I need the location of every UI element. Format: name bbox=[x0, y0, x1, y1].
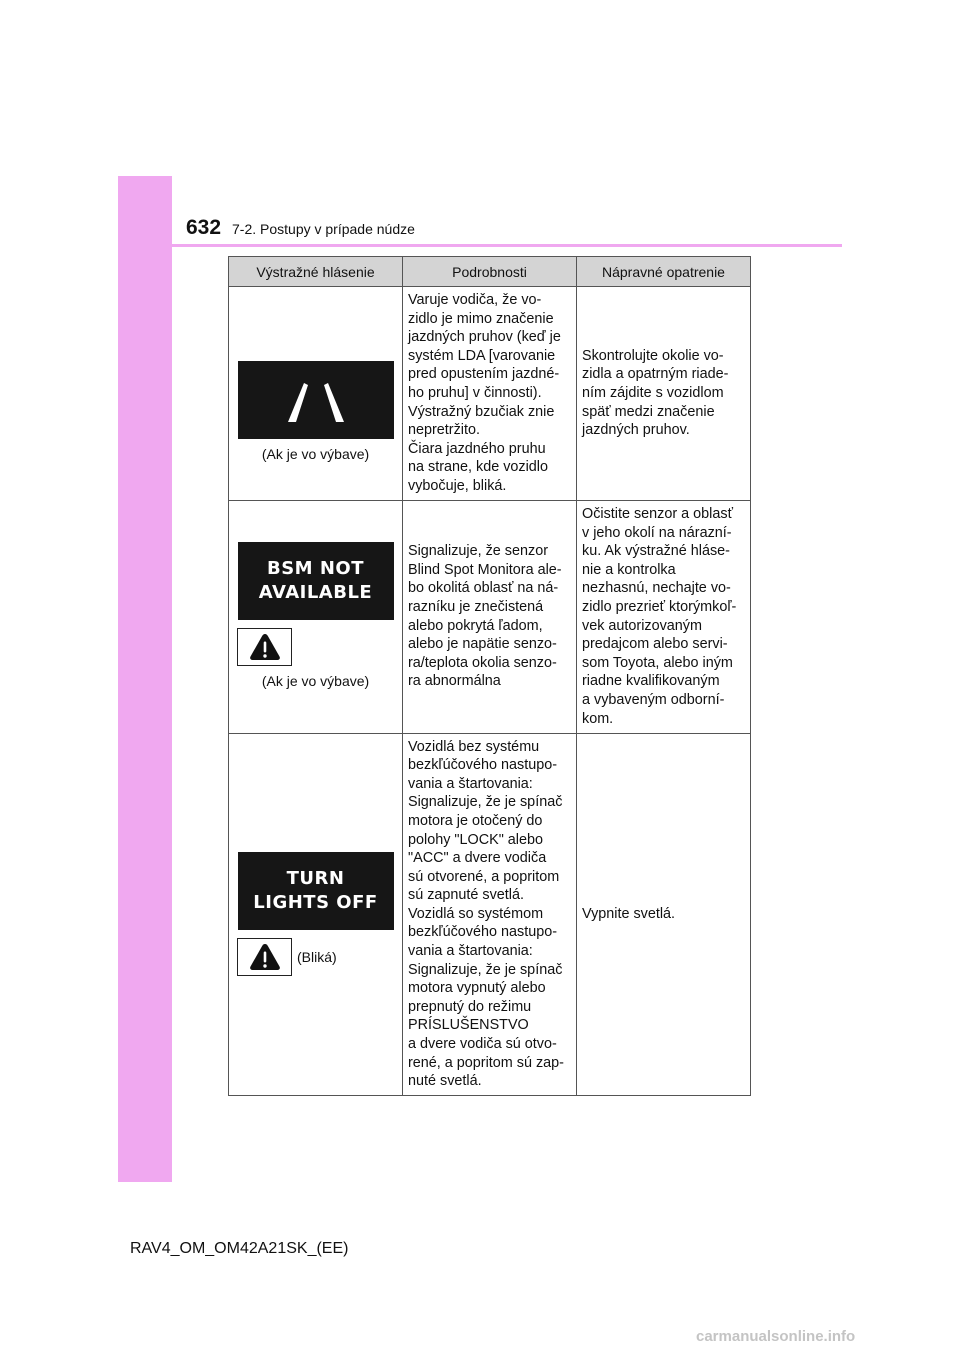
watermark: carmanualsonline.info bbox=[696, 1328, 856, 1345]
column-header-details: Podrobnosti bbox=[403, 257, 577, 287]
details-cell: Signalizuje, že senzor Blind Spot Monitora ale- bo okolitá oblasť na ná- razníku je znečistená alebo pokrytá ľadom, alebo je napätie senzo- ra/teplota okolia senzo- ra abnormálna bbox=[403, 500, 577, 733]
column-header-corrective-action: Nápravné opatrenie bbox=[577, 257, 751, 287]
warning-triangle-icon bbox=[237, 628, 292, 666]
warning-message-cell bbox=[229, 500, 403, 733]
lane-departure-display bbox=[238, 361, 394, 439]
header-rule bbox=[118, 244, 842, 247]
corrective-action-cell: Skontrolujte okolie vo- zidla a opatrným riade- ním zájdite s vozidlom späť medzi značenie jazdných pruhov. bbox=[577, 287, 751, 501]
section-title: 7-2. Postupy v prípade núdze bbox=[232, 221, 415, 237]
chapter-side-tab bbox=[118, 176, 172, 1182]
table-header-row bbox=[229, 257, 751, 287]
table-row bbox=[229, 500, 751, 733]
page-number: 632 bbox=[186, 216, 222, 239]
details-cell: Vozidlá bez systému bezkľúčového nastupo- vania a štartovania: Signalizuje, že je spínač motora je otočený do polohy "LOCK" alebo "ACC" a dvere vodiča sú otvorené, a popritom sú zapnuté svetlá. Vozidlá so systémom bezkľúčového nastupo- vania a štartovania: Signalizuje, že je spínač motora vypnutý alebo prepnutý do režimu PRÍSLUŠENSTVO a dvere vodiča sú otvo- rené, a popritom sú zap- nuté svetlá. bbox=[403, 733, 577, 1095]
lane-departure-lines-icon bbox=[261, 370, 371, 430]
warning-message-table bbox=[228, 256, 751, 1096]
display-message: BSM NOT AVAILABLE bbox=[258, 558, 373, 604]
bsm-not-available-display bbox=[238, 542, 394, 620]
availability-caption: (Ak je vo výbave) bbox=[261, 445, 370, 462]
warning-triangle-icon bbox=[237, 938, 292, 976]
table-row bbox=[229, 733, 751, 1095]
corrective-action-cell: Vypnite svetlá. bbox=[577, 733, 751, 1095]
blinking-caption: (Bliká) bbox=[297, 948, 337, 965]
display-message: TURN LIGHTS OFF bbox=[253, 868, 378, 914]
availability-caption: (Ak je vo výbave) bbox=[261, 673, 370, 690]
document-code: RAV4_OM_OM42A21SK_(EE) bbox=[130, 1240, 349, 1257]
warning-message-cell bbox=[229, 287, 403, 501]
corrective-action-cell: Očistite senzor a oblasť v jeho okolí na nárazní- ku. Ak výstražné hláse- nie a kontrolka nezhasnú, nechajte vo- zidlo prezrieť ktorýmkoľ- vek autorizovaným predajcom alebo servi- som Toyota, alebo iným riadne kvalifikovaným a vybaveným odborní- kom. bbox=[577, 500, 751, 733]
details-cell: Varuje vodiča, že vo- zidlo je mimo značenie jazdných pruhov (keď je systém LDA [varovanie pred opustením jazdné- ho pruhu] v činnosti). Výstražný bzučiak znie nepretržito. Čiara jazdného pruhu na strane, kde vozidlo vybočuje, bliká. bbox=[403, 287, 577, 501]
table-row bbox=[229, 287, 751, 501]
column-header-warning-message: Výstražné hlásenie bbox=[229, 257, 403, 287]
turn-lights-off-display bbox=[238, 852, 394, 930]
warning-message-cell bbox=[229, 733, 403, 1095]
